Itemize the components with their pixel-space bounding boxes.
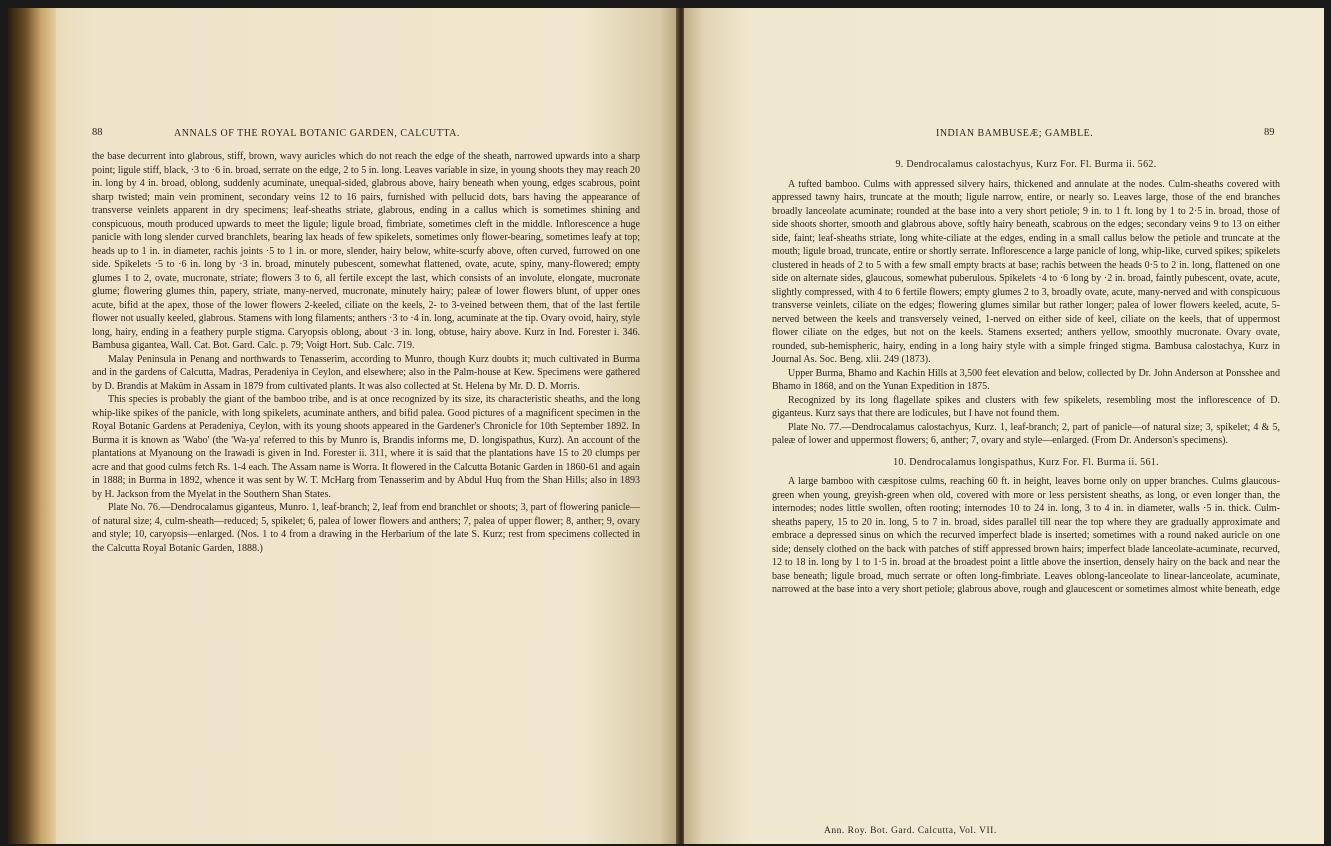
right-body-text — [772, 158, 1280, 597]
running-head: ANNALS OF THE ROYAL BOTANIC GARDEN, CALCUTTA. — [174, 128, 460, 139]
paragraph: Malay Peninsula in Penang and northwards to Tenasserim, according to Munro, though Kurz doubts it; much cultivated in Burma and in the gardens of Calcutta, Madras, Peradeniya in Ceylon, and elsewhere; also in the Palm-house at Kew. Specimens were gathered by D. Brandis at Makûm in Assam in 1879 from cultivated plants. It was also collected at St. Helena by Mr. D. D. Morris. — [92, 353, 640, 392]
left-page — [56, 8, 678, 844]
paragraph: A large bamboo with cæspitose culms, reaching 60 ft. in height, leaves borne only on upper branches. Culms glaucous-green when young, greyish-green when old, covered with more or less persistent sheaths, as long, or even longer than, the internodes; nodes little swollen, often rooting; internodes 10 to 24 in. long, 3 to 4 in. in diameter, walls ·5 in. thick. Culm-sheaths papery, 15 to 20 in. long, 5 to 7 in. broad, sides parallel till near the top where they are gradually approximate and embrace a depressed sinus on which the recurved imperfect blade is inserted; sometimes with a round naked auricle on one side; densely clothed on the back with patches of stiff appressed brown hairs; imperfect blade lanceolate-acuminate, recurved, 12 to 18 in. long by 1 to 1·5 in. broad at the broadest point a little above the insertion, densely hairy on the back and near the base beneath; ligule broad, much serrate or often long-fimbriate. Leaves oblong-lanceolate to linear-lanceolate, acuminate, narrowed at the base into a very short petiole; glabrous above, rough and glaucescent or sometimes almost white beneath, edge — [772, 476, 1280, 595]
paragraph: Upper Burma, Bhamo and Kachin Hills at 3,500 feet elevation and below, collected by Dr. John Anderson at Ponsshee and Bhamo in 1868, and on the Yunan Expedition in 1875. — [772, 367, 1280, 392]
species-heading: 10. Dendrocalamus longispathus, Kurz For. Fl. Burma ii. 561. — [893, 456, 1159, 468]
paragraph: Recognized by its long flagellate spikes and clusters with few spikelets, resembling most the inflorescence of D. giganteus. Kurz says that there are lodicules, but I have not found them. — [772, 394, 1280, 419]
plate-caption: Plate No. 76.—Dendrocalamus giganteus, Munro. 1, leaf-branch; 2, leaf from end branchlet or shoots; 3, part of flowering panicle—of natural size; 4, culm-sheath—reduced; 5, spikelet; 6, palea of lower flowers and anthers; 7, palea of upper flower; 8, anther; 9, ovary and style; 10, caryopsis—enlarged. (Nos. 1 to 4 from a drawing in the Herbarium of the late S. Kurz; rest from specimens collected in the Calcutta Royal Botanic Garden, 1888.) — [92, 502, 640, 554]
page-number: 89 — [1264, 127, 1275, 138]
paragraph: the base decurrent into glabrous, stiff, brown, wavy auricles which do not reach the edge of the sheath, narrowed upwards into a sharp point; ligule stiff, black, ·3 to ·6 in. broad, serrate on the edge, 2 to 5 in. long. Leaves variable in size, in young shoots they may reach 20 in. long by 4 in. broad, oblong, suddenly acuminate, unequal-sided, glabrous above, hairy beneath when young, edges scabrous, point sharp twisted; main vein prominent, secondary veins 12 to 16 pairs, furnished with pellucid dots, bars having the appearance of transverse veinlets apparent in dry specimens; leaf-sheaths striate, glabrous, ending in a callus which is sometimes shining and conspicuous, mouth produced upwards to meet the ligule; ligule broad, fimbriate, sometimes cleft in the middle. Inflorescence a huge panicle with long slender curved branchlets, bearing lax heads of few spikelets, sometimes only flower-bearing, sometimes leafy at top; heads up to 1 in. in diameter, rachis joints ·5 to 1 in. or more, slender, hairy below, white-scurfy above, often curved, furrowed on one side. Spikelets ·5 to ·6 in. long by ·3 in. broad, minutely pubescent, somewhat flattened, ovate, acute, spiny, many-flowered; empty glumes 1 to 2, ovate, mucronate, striate; flowers 3 to 6, all fertile except the last, which consists of an involute, elongate, mucronate glume; flowering glumes thin, papery, striate, many-nerved, mucronate, minutely hairy; paleæ of lower flowers blunt, of upper ones acute, bifid at the apex, those of the lower flowers 2-keeled, ciliate on the keels, 2- to 3-veined between them, that of the last fertile flower not usually keeled, glabrous. Stamens with long filaments; anthers ·3 to ·4 in. long, acuminate at the tip. Ovary ovoid, hairy, style long, hairy, ending in a feathery purple stigma. Caryopsis oblong, about ·3 in. long, obtuse, hairy above. Kurz in Ind. Forester i. 346. Bambusa gigantea, Wall. Cat. Bot. Gard. Calc. p. 79; Voigt Hort. Sub. Calc. 719. — [92, 151, 641, 351]
right-page — [684, 8, 1324, 844]
page-number: 88 — [92, 127, 103, 138]
running-head: INDIAN BAMBUSEÆ; GAMBLE. — [936, 128, 1094, 139]
page-footer: Ann. Roy. Bot. Gard. Calcutta, Vol. VII. — [824, 826, 997, 836]
species-heading: 9. Dendrocalamus calostachyus, Kurz For. Fl. Burma ii. 562. — [895, 159, 1157, 170]
paragraph: A tufted bamboo. Culms with appressed silvery hairs, thickened and annulate at the nodes. Culm-sheaths covered with appressed tawny hairs, truncate at the mouth; ligule narrow, entire, or nearly so. Leaves large, those of the end branches broadly lanceolate acuminate; rounded at the base into a very short petiole; 9 in. to 1 ft. long by 1 to 2·5 in. broad, those of side shoots shorter, smooth and glabrous above, softly hairy beneath, scabrous on the edges; secondary veins 9 to 13 on either side, faint; leaf-sheaths striate, long white-ciliate at the edges, ending in a small callus below the petiole and truncate at the mouth; ligule broad, truncate, entire or shortly serrate. Inflorescence a large panicle of long, whip-like, curved spikes; spikelets clustered in heads of 2 to 5 with a few small empty bracts at base; rachis between the heads 0·5 to 2 in. long, flattened on one side on alternate sides, glaucous, somewhat puberulous. Spikelets ·4 to ·6 long by ·2 in. broad, faintly pubescent, ovate, acute, slightly compressed, with 4 to 6 fertile flowers; empty glumes 2 to 3, broadly ovate, acute, many-nerved and with conspicuous transverse veinlets, ciliate on the edges; flowering glumes similar but rather longer; palea of lower flowers keeled, acute, 5-nerved between the keels and transversely veined, 1-nerved on either side of keel, ciliate on the keels, that of uppermost flower ciliate on the edges, but not on the keels. Stamens exserted; anthers yellow, smoothly mucronate. Ovary ovate, rounded, sub-hemispheric, hairy, ending in a long hairy style with a simple fringed stigma. Bambusa calostachya, Kurz in Journal As. Soc. Beng. xlii. 249 (1873). — [772, 178, 1280, 365]
paragraph: This species is probably the giant of the bamboo tribe, and is at once recognized by its size, its characteristic sheaths, and the long whip-like spikes of the panicle, with long spikelets, acuminate anthers, and bifid palea. Good pictures of a magnificent specimen in the Royal Botanic Gardens at Peradeniya, Ceylon, with its young shoots appeared in the Gardener's Chronicle for 10th September 1892. In Burma it is known as 'Wabo' (the 'Wa-ya' referred to this by Munro is, Brandis informs me, D. longispathus, Kurz). An account of the plantations at Myanoung on the Irawadi is given in Ind. Forester ii. 311, where it is said that the plantations have 15 to 20 clumps per acre and that good culms fetch Rs. 1-4 each. The Assam name is Worra. It flowered in the Calcutta Botanic Garden in 1860-61 and again in 1888; in Burma in 1892, whence it was sent by W. T. McHarg from Tenasserim and by Abdul Huq from the Shan Hills; also in 1893 by H. Jackson from the Myelat in the Southern Shan States. — [92, 394, 640, 500]
plate-caption: Plate No. 77.—Dendrocalamus calostachyus, Kurz. 1, leaf-branch; 2, part of panicle—of natural size; 3, spikelet; 4 & 5, paleæ of lower and uppermost flowers; 6, anther; 7, ovary and style—enlarged. (From Dr. Anderson's specimens). — [772, 421, 1280, 446]
book-spread — [8, 8, 1324, 844]
left-body-text — [92, 150, 640, 555]
